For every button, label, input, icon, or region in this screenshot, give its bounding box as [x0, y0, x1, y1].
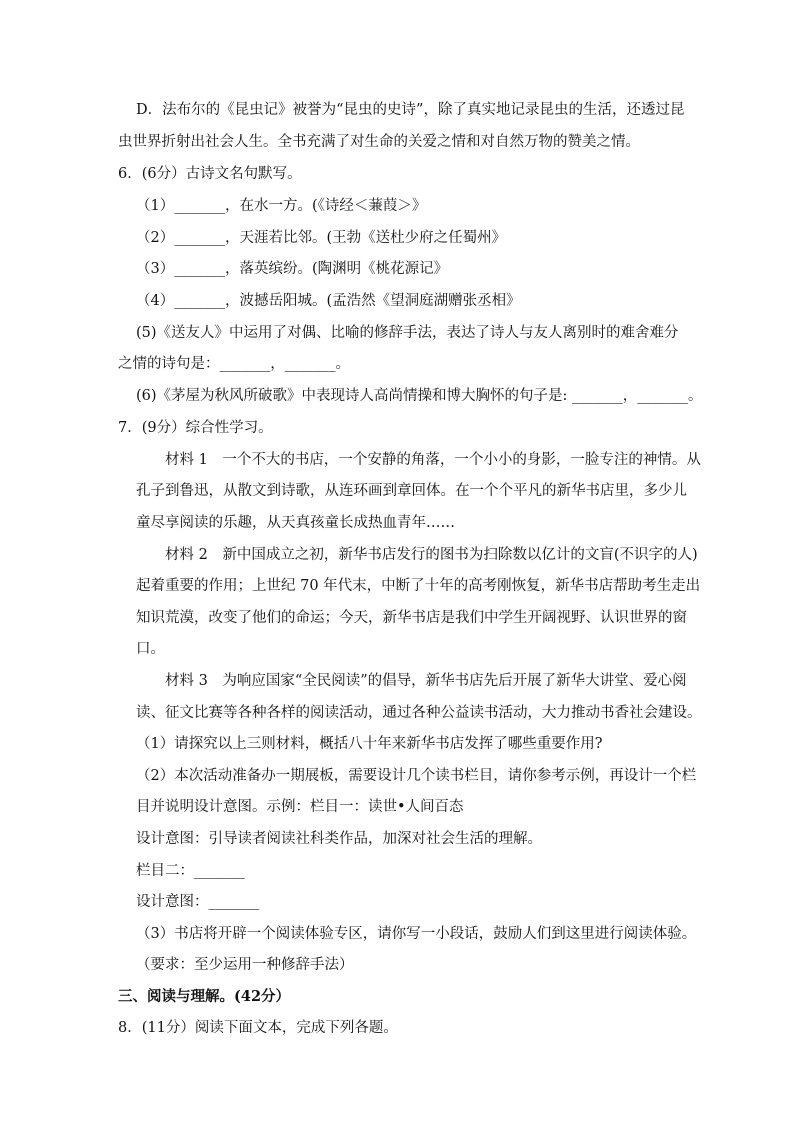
material-3-line-1: 材料 3 为响应国家“全民阅读”的倡导，新华书店先后开展了新华大讲堂、爱心阅 [165, 673, 687, 689]
question-6-title: 6．(6分）古诗文名句默写。 [118, 166, 302, 182]
q7-sub-2-line-2: 目并说明设计意图。示例：栏目一：读世•人间百态 [136, 799, 464, 815]
material-2-line-3: 知识荒漠，改变了他们的命运；今天，新华书店是我们中学生开阔视野、认识世界的窗 [136, 610, 687, 626]
q7-sub-3-line-2: （要求：至少运用一种修辞手法） [136, 957, 354, 973]
option-d-line-1: D．法布尔的《昆虫记》被誉为“昆虫的史诗”，除了真实地记录昆虫的生活，还透过昆 [136, 102, 685, 118]
question-7-title: 7．(9分）综合性学习。 [118, 420, 273, 436]
material-1-line-2: 孔子到鲁迅，从散文到诗歌，从连环画到章回体。在一个个平凡的新华书店里，多少儿 [136, 483, 687, 499]
q6-item-6: (6)《茅屋为秋风所破歌》中表现诗人高尚情操和博大胸怀的句子是: _______，_______。 [136, 388, 703, 404]
q7-sub-1: （1）请探究以上三则材料，概括八十年来新华书店发挥了哪些重要作用? [136, 736, 603, 752]
q7-sub-3-line-1: （3）书店将开辟一个阅读体验专区，请你写一小段话，鼓励人们到这里进行阅读体验。 [136, 926, 697, 942]
q7-design-intent-example: 设计意图：引导读者阅读社科类作品，加深对社会生活的理解。 [136, 831, 542, 847]
material-1-line-3: 童尽享阅读的乐趣，从天真孩童长成热血青年…… [136, 515, 455, 531]
q6-item-5-line-1: (5)《送友人》中运用了对偶、比喻的修辞手法，表达了诗人与友人离别时的难舍难分 [136, 325, 679, 341]
q6-item-5-line-2: 之情的诗句是：_______，_______。 [118, 356, 350, 372]
material-2-line-4: 口。 [136, 641, 165, 657]
section-3-heading: 三、阅读与理解。(42分） [118, 988, 291, 1005]
material-1-line-1: 材料 1 一个不大的书店，一个安静的角落，一个小小的身影，一脸专注的神情。从 [165, 452, 701, 468]
q6-item-2: （2）_______，天涯若比邻。(王勃《送杜少府之任蜀州》 [136, 230, 507, 246]
q6-item-3: （3）_______，落英缤纷。(陶渊明《桃花源记》 [136, 261, 449, 277]
option-d-line-2: 虫世界折射出社会人生。全书充满了对生命的关爱之情和对自然万物的赞美之情。 [118, 134, 640, 150]
question-8-title: 8．(11分）阅读下面文本，完成下列各题。 [118, 1020, 398, 1036]
q7-design-intent-blank: 设计意图：_______ [136, 894, 260, 910]
material-3-line-2: 读、征文比赛等各种各样的阅读活动，通过各种公益读书活动，大力推动书香社会建设。 [136, 705, 702, 721]
q7-sub-2-line-1: （2）本次活动准备办一期展板，需要设计几个读书栏目，请你参考示例，再设计一个栏 [136, 768, 697, 784]
q6-item-4: （4）_______，波撼岳阳城。(孟浩然《望洞庭湖赠张丞相》 [136, 293, 521, 309]
q6-item-1: （1）_______，在水一方。(《诗经＜蒹葭＞》 [136, 198, 427, 214]
q7-column-two-blank: 栏目二：_______ [136, 863, 245, 879]
material-2-line-2: 起着重要的作用；上世纪 70 年代末，中断了十年的高考刚恢复，新华书店帮助考生走出 [136, 578, 701, 594]
material-2-line-1: 材料 2 新中国成立之初，新华书店发行的图书为扫除数以亿计的文盲(不识字的人) [165, 547, 698, 563]
